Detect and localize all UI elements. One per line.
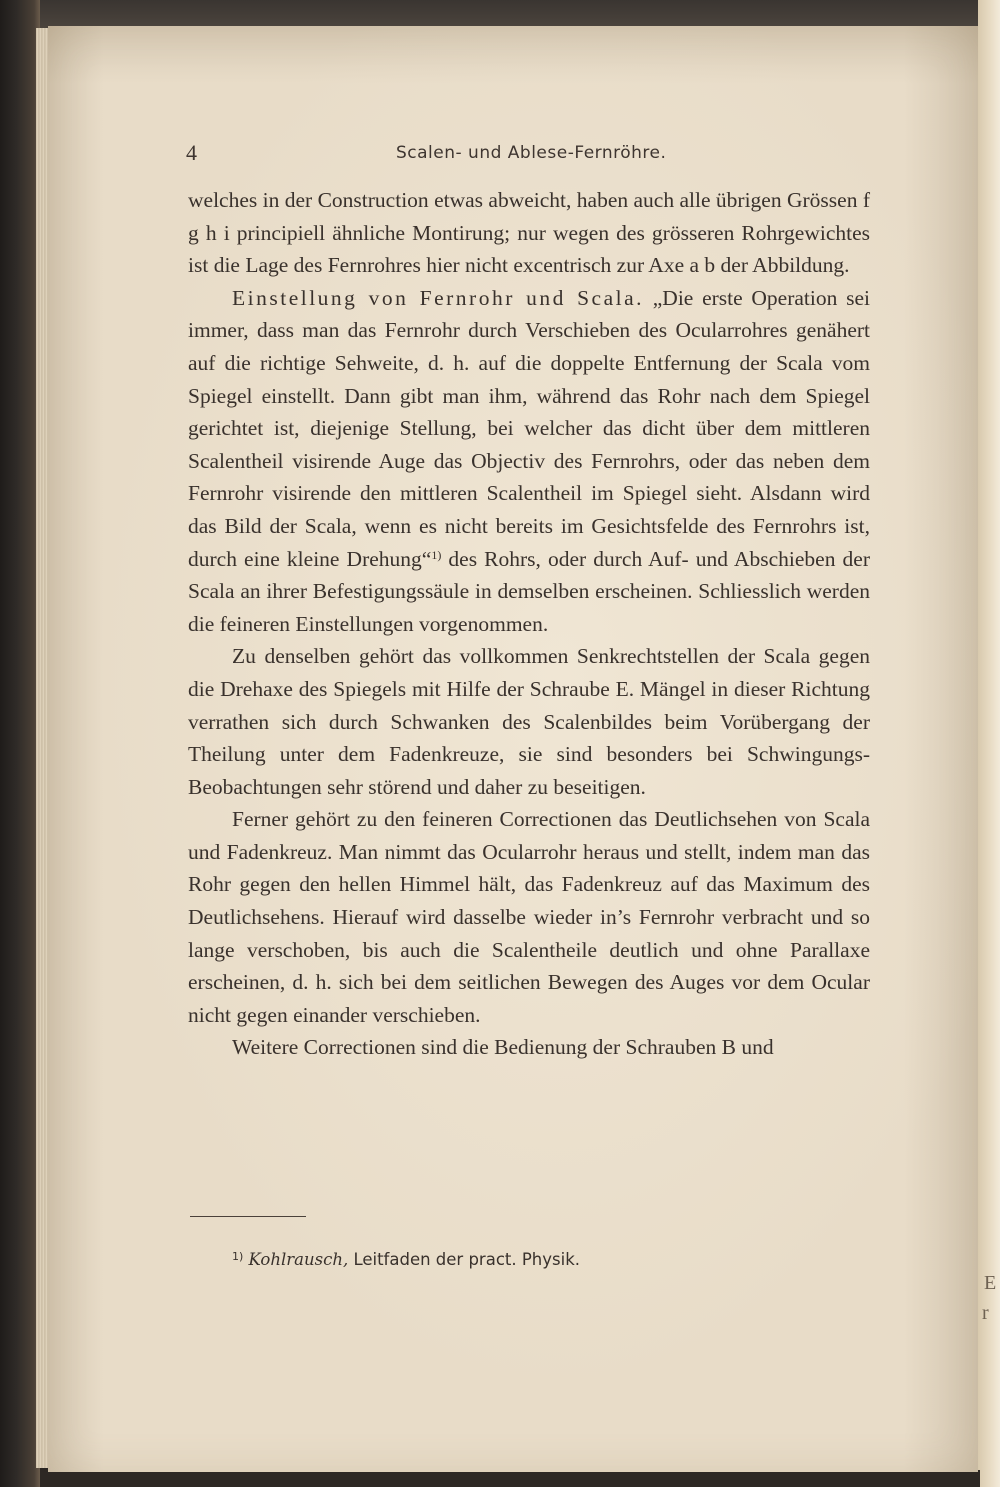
paragraph-4: Ferner gehört zu den feineren Correctionen das Deutlichsehen von Scala und Fadenkreuz. Man nimmt das Ocularrohr heraus und stellt, indem man das Rohr gegen den hellen Himmel hält, das Fadenkreuz auf das Maximum des Deutlichsehens. Hierauf wird dasselbe wieder in’s Fernrohr verbracht und so lange verschoben, bis auch die Scalentheile deutlich und ohne Parallaxe erscheinen, d. h. sich bei dem seitlichen Bewegen des Auges vor dem Ocular nicht gegen einander verschieben. [188,807,870,1027]
paragraph-3: Zu denselben gehört das vollkommen Senkrechtstellen der Scala gegen die Drehaxe des Spiegels mit Hilfe der Schraube E. Mängel in dieser Richtung verrathen sich durch Schwanken des Scalenbildes beim Vorübergang der Theilung unter dem Fadenkreuze, sie sind besonders bei Schwingungs-Beobachtungen sehr störend und daher zu beseitigen. [188,644,870,799]
footnote [232,1244,852,1273]
scan-bottom-border [40,1470,980,1487]
page-number: 4 [186,140,197,165]
paragraph-1: welches in der Construction etwas abweicht, haben auch alle übrigen Grössen f g h i principiell ähnliche Montirung; nur wegen des grösseren Rohrgewichtes ist die Lage des Fernrohres hier nicht excentrisch zur Axe a b der Abbildung. [188,188,870,278]
paragraph-2-text-cont: des Rohrs, oder durch Auf- und Abschieben der Scala an ihrer Befestigungssäule in demselben erscheinen. Schliesslich werden die feineren Einstellungen vorgenommen. [188,546,870,636]
book-binding [0,0,40,1487]
edge-glyph: r [982,1302,989,1324]
body-text [188,184,870,1064]
footnote-reference: 1) [431,547,442,562]
footnote-text: Leitfaden der pract. Physik. [348,1250,581,1269]
running-title: Scalen- und Ablese-Fernröhre. [396,143,667,163]
section-heading: Einstellung von Fernrohr und Scala. [232,285,645,310]
footnote-author: Kohlrausch, [248,1250,349,1269]
paragraph-5: Weitere Correctionen sind die Bedienung der Schrauben B und [232,1035,774,1060]
footnote-rule [190,1216,306,1217]
paragraph-2 [188,282,870,641]
page-header [186,138,876,168]
scan-top-border [40,0,1000,28]
paragraph-2-text: „Die erste Operation sei immer, dass man das Fernrohr durch Verschieben des Ocularrohres genähert auf die richtige Sehweite, d. h. auf die doppelte Entfernung der Scala vom Spiegel einstellt. Dann gibt man ihm, während das Rohr nach dem Spiegel gerichtet ist, diejenige Stellung, bei welcher das dicht über dem mittleren Scalentheil visirende Auge das Objectiv des Fernrohrs, oder das neben dem Fernrohr visirende den mittleren Scalentheil im Spiegel sieht. Alsdann wird das Bild der Scala, wenn es nicht bereits im Gesichtsfelde des Fernrohrs ist, durch eine kleine Drehung“ [188,285,870,571]
next-page-edge [978,0,1000,1487]
footnote-mark: 1) [232,1250,244,1263]
edge-glyph: E [984,1272,997,1294]
